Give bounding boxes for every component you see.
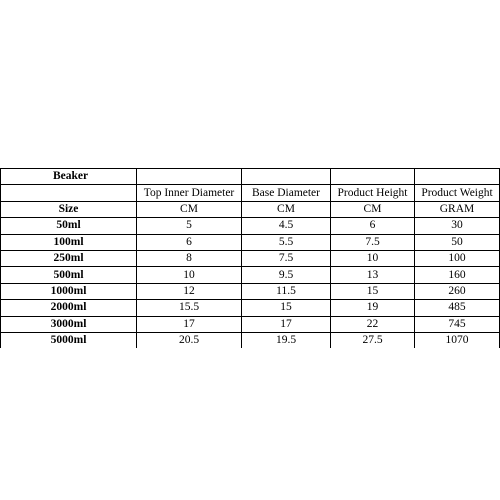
table-row [1,316,500,332]
title-row [1,169,500,185]
size-cell: 5000ml [1,332,137,348]
value-cell: 485 [415,300,500,316]
header-base-diameter: Base Diameter [242,185,331,201]
table-row [1,234,500,250]
value-cell: 12 [137,283,242,299]
value-cell: 160 [415,267,500,283]
value-cell: 10 [137,267,242,283]
table-row [1,332,500,348]
header-top-inner-diameter: Top Inner Diameter [137,185,242,201]
value-cell: 100 [415,250,500,266]
unit-cell: CM [137,201,242,217]
value-cell: 30 [415,218,500,234]
value-cell: 15 [331,283,415,299]
table-row [1,250,500,266]
value-cell: 5 [137,218,242,234]
value-cell: 15.5 [137,300,242,316]
value-cell: 17 [137,316,242,332]
size-cell: 1000ml [1,283,137,299]
value-cell: 7.5 [242,250,331,266]
table-title: Beaker [1,169,137,185]
value-cell: 1070 [415,332,500,348]
value-cell: 50 [415,234,500,250]
value-cell: 22 [331,316,415,332]
value-cell: 260 [415,283,500,299]
header-product-weight: Product Weight [415,185,500,201]
empty-cell [331,169,415,185]
value-cell: 15 [242,300,331,316]
value-cell: 7.5 [331,234,415,250]
value-cell: 6 [331,218,415,234]
value-cell: 20.5 [137,332,242,348]
table-row [1,267,500,283]
table-row [1,300,500,316]
empty-cell [137,169,242,185]
empty-cell [415,169,500,185]
empty-cell [242,169,331,185]
value-cell: 8 [137,250,242,266]
unit-cell: GRAM [415,201,500,217]
size-cell: 500ml [1,267,137,283]
value-cell: 745 [415,316,500,332]
value-cell: 13 [331,267,415,283]
value-cell: 6 [137,234,242,250]
table-row [1,218,500,234]
unit-cell: CM [242,201,331,217]
value-cell: 4.5 [242,218,331,234]
value-cell: 19 [331,300,415,316]
value-cell: 11.5 [242,283,331,299]
value-cell: 27.5 [331,332,415,348]
beaker-spec-table [0,168,500,348]
units-row-label: Size [1,201,137,217]
header-row [1,185,500,201]
size-cell: 250ml [1,250,137,266]
value-cell: 19.5 [242,332,331,348]
empty-cell [1,185,137,201]
header-product-height: Product Height [331,185,415,201]
size-cell: 2000ml [1,300,137,316]
size-cell: 3000ml [1,316,137,332]
unit-cell: CM [331,201,415,217]
size-cell: 50ml [1,218,137,234]
value-cell: 9.5 [242,267,331,283]
size-cell: 100ml [1,234,137,250]
value-cell: 5.5 [242,234,331,250]
value-cell: 10 [331,250,415,266]
table-row [1,283,500,299]
units-row [1,201,500,217]
value-cell: 17 [242,316,331,332]
